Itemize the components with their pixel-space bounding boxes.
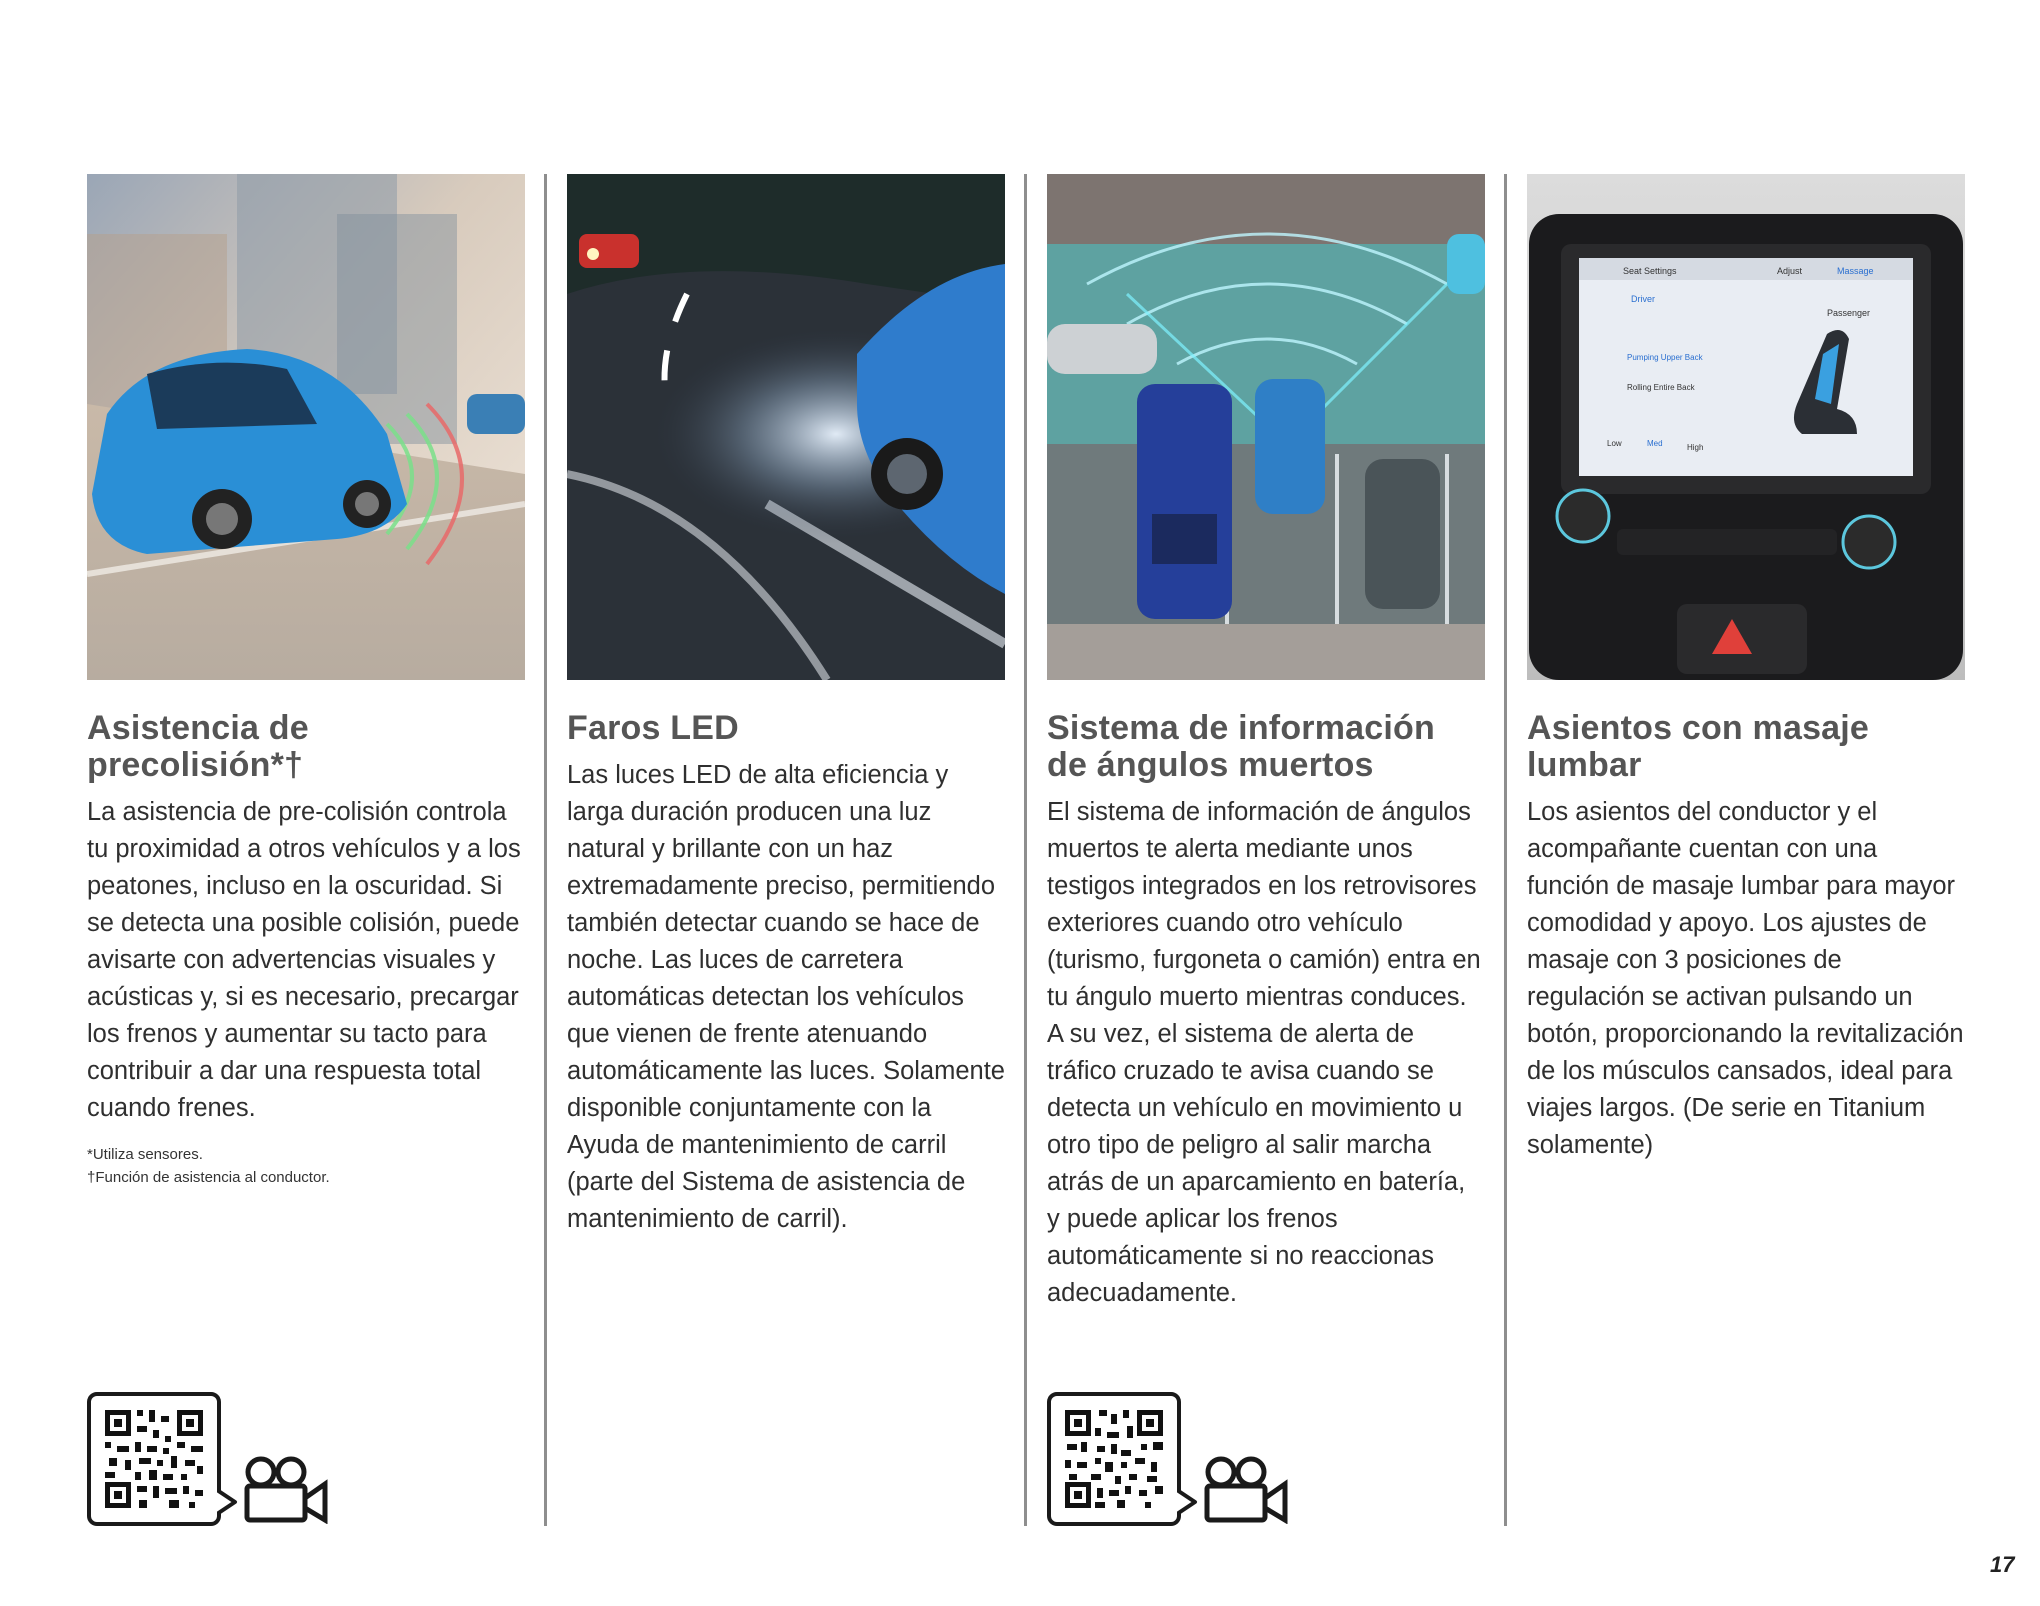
- svg-text:Low: Low: [1607, 439, 1622, 448]
- night-road-led-headlight-photo: [567, 174, 1005, 680]
- feature-description: Las luces LED de alta eficiencia y larga duración producen una luz natural y brillante con un haz extremadamente preciso, permitiendo también detectar cuando se hace de noche. Las luces de carretera automáticas detectan los vehículos que vienen de frente atenuando automáticamente las luces. Solamente disponible conjuntamente con la Ayuda de mantenimiento de carril (parte del Sistema de asistencia de mantenimiento de carril).: [567, 761, 1005, 1233]
- svg-text:Passenger: Passenger: [1827, 308, 1871, 318]
- blue-suv-collision-warning-photo: [87, 174, 525, 680]
- speech-tail-icon: [1177, 1488, 1203, 1518]
- feature-led-headlights: [567, 174, 1005, 1238]
- svg-text:Pumping Upper Back: Pumping Upper Back: [1627, 353, 1703, 362]
- svg-text:High: High: [1687, 443, 1704, 452]
- feature-description: El sistema de información de ángulos muertos te alerta mediante unos testigos integrados en los retrovisores exteriores cuando otro vehículo (turismo, furgoneta o camión) entra en tu ángulo muerto mientras conduces. A su vez, el sistema de alerta de tráfico cruzado te avisa cuando se detecta un vehículo en movimiento u otro tipo de peligro al salir marcha atrás de un aparcamiento en batería, y puede aplicar los frenos automáticamente si no reaccionas adecuadamente.: [1047, 798, 1481, 1307]
- feature-description: Los asientos del conductor y el acompañante cuentan con una función de masaje lumbar para mayor comodidad y apoyo. Los ajustes de masaje con 3 posiciones de regulación se activan pulsando un botón, proporcionando la revitalización de los músculos cansados, ideal para viajes largos. (De serie en Titanium solamente): [1527, 798, 1964, 1159]
- qr-code-icon[interactable]: [1047, 1392, 1181, 1526]
- feature-title: Asistencia de precolisión*†: [87, 709, 309, 784]
- svg-text:Driver: Driver: [1631, 294, 1655, 304]
- feature-blind-spot: [1047, 174, 1485, 1312]
- svg-text:Med: Med: [1647, 439, 1663, 448]
- parking-lot-cross-traffic-photo: [1047, 174, 1485, 680]
- svg-text:Massage: Massage: [1837, 266, 1874, 276]
- svg-text:Adjust: Adjust: [1777, 266, 1803, 276]
- feature-lumbar-massage: [1527, 174, 1965, 1164]
- infotainment-seat-massage-screen-photo: [1527, 174, 1965, 680]
- video-camera-icon[interactable]: [243, 1454, 329, 1524]
- speech-tail-icon: [217, 1488, 243, 1518]
- qr-code-icon[interactable]: [87, 1392, 221, 1526]
- footnote: †Función de asistencia al conductor.: [87, 1169, 330, 1186]
- video-camera-icon[interactable]: [1203, 1454, 1289, 1524]
- feature-description: La asistencia de pre-colisión controla tu proximidad a otros vehículos y a los peatones, incluso en la oscuridad. Si se detecta una posible colisión, puede avisarte con advertencias visuales y acústicas y, si es necesario, precargar los frenos y aumentar su tacto para contribuir a dar una respuesta total cuando frenes.: [87, 798, 521, 1122]
- column-divider: [1024, 174, 1027, 1526]
- feature-title: Asientos con masaje lumbar: [1527, 709, 1870, 784]
- column-divider: [1504, 174, 1507, 1526]
- feature-precollision: [87, 174, 525, 1189]
- page-number: 17: [1990, 1552, 2015, 1577]
- column-divider: [544, 174, 547, 1526]
- footnotes: [87, 1143, 525, 1189]
- svg-text:Rolling Entire Back: Rolling Entire Back: [1627, 383, 1695, 392]
- feature-title: Faros LED: [567, 709, 739, 747]
- svg-text:Seat Settings: Seat Settings: [1623, 266, 1677, 276]
- feature-title: Sistema de información de ángulos muertos: [1047, 709, 1435, 784]
- footnote: *Utiliza sensores.: [87, 1146, 203, 1163]
